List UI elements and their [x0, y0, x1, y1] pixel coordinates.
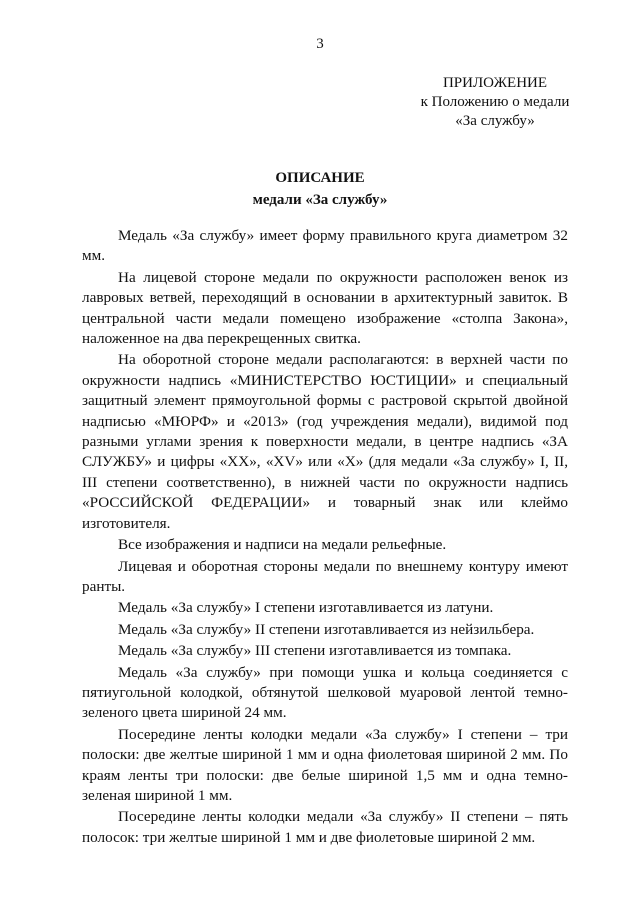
paragraph-relief: Все изображения и надписи на медали рельефные.	[118, 536, 447, 554]
paragraph-obverse: На лицевой стороне медали по окружности расположен венок из лавровых ветвей, переходящий в основании в архитектурный завиток. В центральной части медали помещено изображение «столпа Закона», наложенное на два перекрещенных свитка.	[82, 268, 568, 348]
appendix-medal-name: «За службу»	[455, 113, 535, 129]
paragraph-ribbon-grade-2: Посередине ленты колодки медали «За службу» II степени – пять полосок: три желтые шириной 1 мм и две фиолетовые шириной 2 мм.	[82, 808, 568, 846]
document-body	[82, 226, 568, 849]
paragraph-grade-1-material: Медаль «За службу» I степени изготавливается из латуни.	[118, 599, 494, 617]
appendix-block	[400, 74, 590, 131]
document-heading	[0, 167, 640, 211]
paragraph-grade-3-material: Медаль «За службу» III степени изготавливается из томпака.	[118, 642, 512, 660]
paragraph-shape: Медаль «За службу» имеет форму правильного круга диаметром 32 мм.	[82, 227, 568, 265]
paragraph-rims: Лицевая и оборотная стороны медали по внешнему контуру имеют ранты.	[82, 557, 568, 595]
paragraph-reverse: На оборотной стороне медали располагаются: в верхней части по окружности надпись «МИНИСТЕРСТВО ЮСТИЦИИ» и специальный защитный элемент прямоугольной формы с растровой скрытой двойной надписью «МЮРФ» и «2013» (год учреждения медали), видимой под разными углами зрения к поверхности медали, в центре надпись «ЗА СЛУЖБУ» и цифры «XX», «XV» или «X» (для медали «За службу» I, II, III степени соответственно), в нижней части по окружности надпись «РОССИЙСКОЙ ФЕДЕРАЦИИ» и товарный знак или клеймо изготовителя.	[82, 351, 568, 532]
page-number: 3	[316, 36, 324, 52]
paragraph-grade-2-material: Медаль «За службу» II степени изготавливается из нейзильбера.	[118, 620, 535, 638]
appendix-reference: к Положению о медали	[420, 94, 570, 110]
heading-title: ОПИСАНИЕ	[275, 170, 365, 186]
paragraph-ribbon-mount: Медаль «За службу» при помощи ушка и кольца соединяется с пятиугольной колодкой, обтянутой шелковой муаровой лентой темно-зеленого цвета шириной 24 мм.	[82, 663, 568, 722]
paragraph-ribbon-grade-1: Посередине ленты колодки медали «За службу» I степени – три полоски: две желтые шириной 1 мм и одна фиолетовая шириной 2 мм. По краям ленты три полоски: две белые шириной 1,5 мм и одна темно-зеленая шириной 1 мм.	[82, 725, 568, 804]
heading-subtitle: медали «За службу»	[252, 192, 388, 208]
appendix-title: ПРИЛОЖЕНИЕ	[442, 75, 548, 91]
